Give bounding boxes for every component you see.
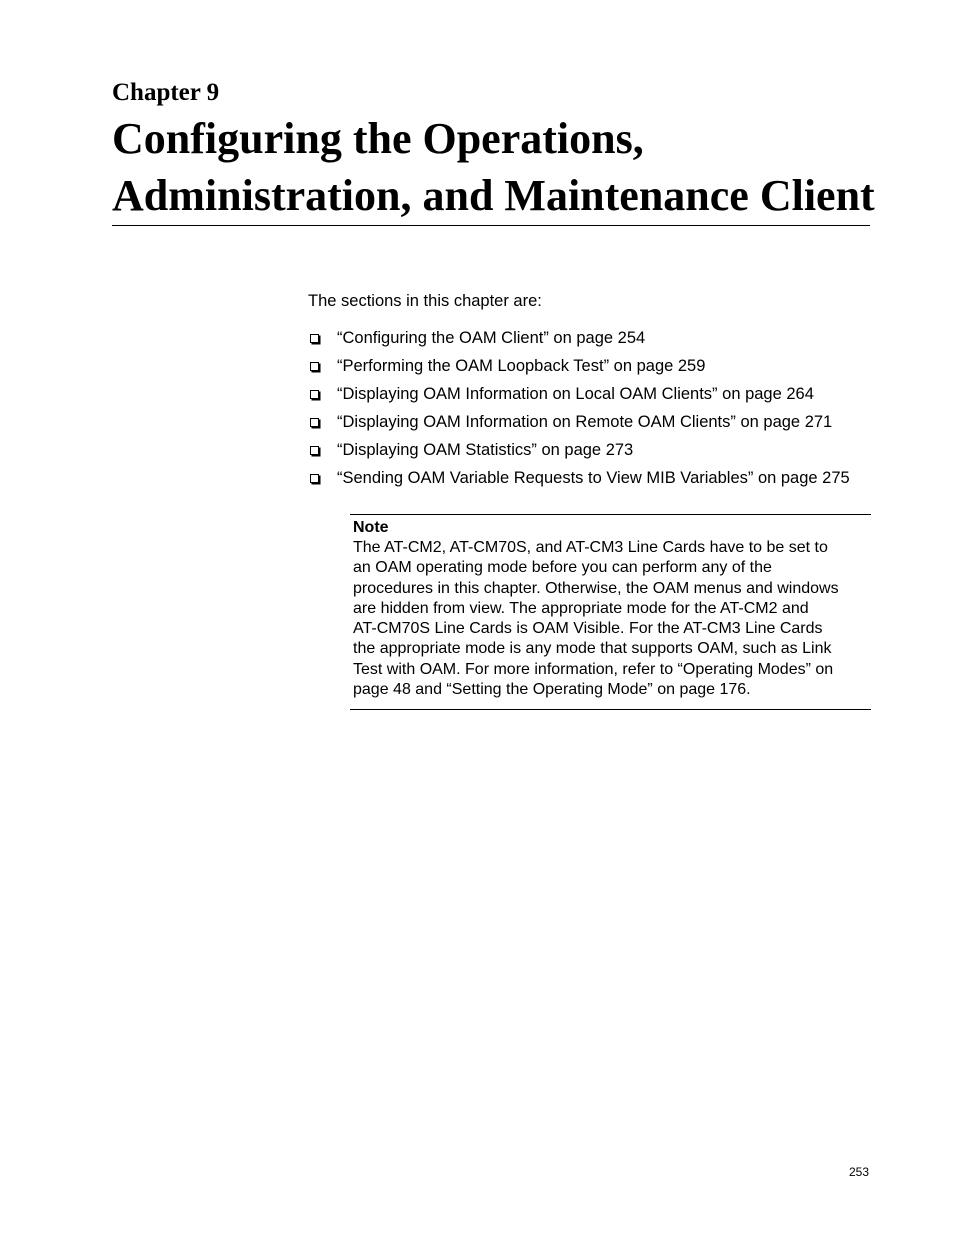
- section-link-text[interactable]: “Displaying OAM Information on Remote OAM Clients” on page 271: [337, 413, 833, 431]
- note-heading: Note: [353, 519, 389, 536]
- note-line: AT-CM70S Line Cards is OAM Visible. For the AT-CM3 Line Cards: [353, 620, 823, 638]
- chapter-title-line: Configuring the Operations,: [112, 114, 644, 163]
- note-line: an OAM operating mode before you can perform any of the: [353, 559, 772, 577]
- section-list-item[interactable]: [308, 412, 850, 440]
- note-text: [353, 538, 871, 700]
- section-list-item[interactable]: [308, 468, 850, 496]
- chapter-label: Chapter 9: [112, 79, 220, 106]
- section-link-text[interactable]: “Performing the OAM Loopback Test” on page 259: [337, 357, 706, 375]
- note-box: [350, 514, 871, 710]
- section-link-text[interactable]: “Sending OAM Variable Requests to View MIB Variables” on page 275: [337, 469, 850, 487]
- note-line: the appropriate mode is any mode that supports OAM, such as Link: [353, 640, 832, 658]
- intro-text: The sections in this chapter are:: [308, 292, 542, 310]
- checkbox-bullet-icon: [310, 474, 319, 483]
- section-list-item[interactable]: [308, 440, 850, 468]
- note-line: page 48 and “Setting the Operating Mode” on page 176.: [353, 681, 751, 699]
- checkbox-bullet-icon: [310, 334, 319, 343]
- note-line: procedures in this chapter. Otherwise, the OAM menus and windows: [353, 579, 839, 597]
- note-line: Test with OAM. For more information, refer to “Operating Modes” on: [353, 660, 834, 678]
- section-link-text[interactable]: “Displaying OAM Statistics” on page 273: [337, 441, 634, 459]
- section-list: [308, 328, 850, 496]
- checkbox-bullet-icon: [310, 418, 319, 427]
- page-number: 253: [849, 1165, 870, 1179]
- chapter-title-line: Administration, and Maintenance Client: [112, 171, 875, 220]
- checkbox-bullet-icon: [310, 390, 319, 399]
- checkbox-bullet-icon: [310, 362, 319, 371]
- section-link-text[interactable]: “Configuring the OAM Client” on page 254: [337, 329, 646, 347]
- title-divider: [112, 225, 870, 226]
- section-link-text[interactable]: “Displaying OAM Information on Local OAM Clients” on page 264: [337, 385, 814, 403]
- note-line: are hidden from view. The appropriate mode for the AT-CM2 and: [353, 599, 809, 617]
- section-list-item[interactable]: [308, 328, 850, 356]
- chapter-title: [112, 110, 892, 224]
- section-list-item[interactable]: [308, 356, 850, 384]
- checkbox-bullet-icon: [310, 446, 319, 455]
- section-list-item[interactable]: [308, 384, 850, 412]
- note-line: The AT-CM2, AT-CM70S, and AT-CM3 Line Cards have to be set to: [353, 539, 828, 556]
